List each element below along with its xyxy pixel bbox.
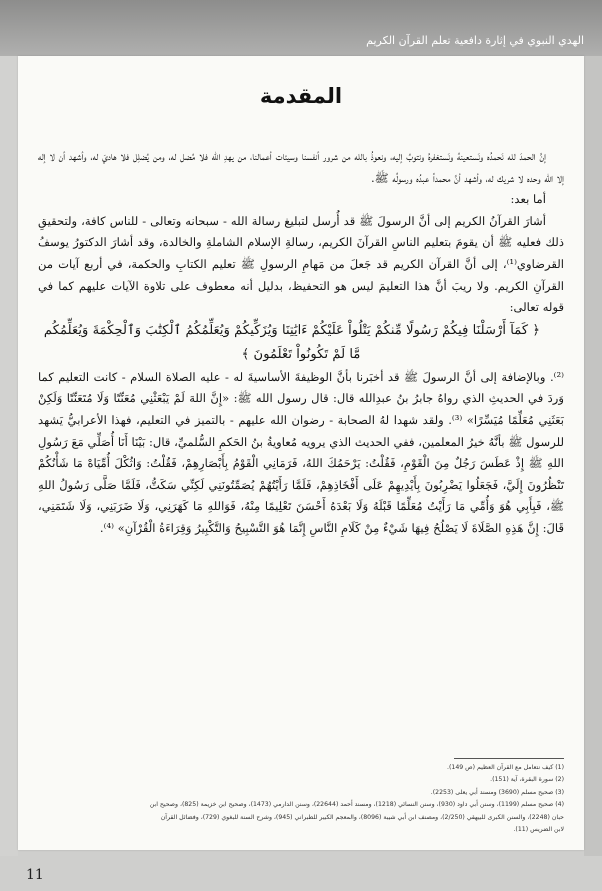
footnote-2: (2) سورة البقرة، آية (151). bbox=[490, 776, 564, 784]
footnote-1: (1) كيف نتعامل مع القرآن العظيم (ص 149). bbox=[447, 764, 564, 771]
quran-verse: ﴿ كَمَآ أَرْسَلْنَا فِيكُمْ رَسُولًا مِّنكُمْ يَتْلُواْ عَلَيْكُمْ ءَايَٰتِنَا وَيُزَكِّيكُمْ وَيُعَلِّمُكُمُ ٱلْكِتَٰبَ وَٱلْحِكْمَةَ وَيُعَلِّمُكُم مَّا لَمْ تَكُونُواْ تَعْلَمُونَ ﴾ bbox=[43, 322, 541, 362]
footnote-4: (4) صحيح مسلم (1199)، وسنن أبي داود (930)، وسنن النسائي (1218)، ومسند أحمد (22644)، وسنن الدارمي (1473)، وصحيح ابن خزيمة (825)، وصحيح ابن bbox=[149, 801, 564, 809]
paragraph-opening: إنَّ الحمدَ لله نَحمدُه ونَستعينهُ ونَستغفرهُ ونتوبُ إليه، ونعوذُ بالله من شرور أنفسنا وسيئات أعمالنا، من يهدِ الله فلا مُضل له، ومن يُضلِل فلا هاديَ له، وأشهد أن لا إله إلا الله وحده لا شريك له، وأشهد أنَّ محمداً عبدُه ورسولُه ﷺ. bbox=[38, 149, 564, 185]
footnote-4-cont: حبان (2248)، والسنن الكبرى للبيهقي (2/250)، ومصنف ابن أبي شيبة (8096)، والمعجم الكبير للطبراني (945)، وشرح السنة للبغوي (729)، وفضائل القرآن bbox=[160, 813, 564, 821]
page-number: 11 bbox=[26, 867, 44, 883]
page-title: المقدمة bbox=[259, 84, 343, 108]
paragraph-continuation: ⁽²⁾. وبالإضافة إلى أنَّ الرسولَ ﷺ قد أخبَرنا بأنَّ الوظيفةَ الأساسيةَ له - عليه الصلاة السلام - كانت التعليم كما وَردَ في الحديثِ الذي رواهُ جابرُ بنُ عبدِالله قال: قال رسول الله ﷺ: «إِنَّ اللهَ لَمْ يَبْعَثْنِي مُعَنِّتًا وَلَا مُتَعَنِّتًا وَلَكِنْ بَعَثَنِي مُعَلِّمًا مُيَسِّرًا» ⁽³⁾. ولقد شهدا لهُ الصحابة - رضوان الله عليهم - بالتميز في التعليم، فهذا الأعرابيُّ يَشهد للرسول ﷺ بأنَّهُ خيرُ المعلمين، ففي الحديث الذي يرويه مُعاويةُ بنُ الحَكمِ السُّلميِّ، قال: بَيْنَا أَنَا أُصَلِّي مَعَ رَسُولِ اللهِ ﷺ إِذْ عَطَسَ رَجُلٌ مِنَ الْقَوْمِ، فَقُلْتُ: يَرْحَمُكَ اللهُ، فَرَمَانِي الْقَوْمُ بِأَبْصَارِهِمْ، فَقُلْتُ: وَاثُكْلَ أُمِّيَاهْ مَا شَأْنُكُمْ تَنْظُرُونَ إِلَيَّ، فَجَعَلُوا يَضْرِبُونَ بِأَيْدِيهِمْ عَلَى أَفْخَاذِهِمْ، فَلَمَّا رَأَيْتُهُمْ يُصَمِّتُونَنِي لَكِنِّي سَكَتُّ، فَلَمَّا صَلَّى رَسُولُ اللهِ ﷺ، فَبِأَبِي هُوَ وَأُمِّي مَا رَأَيْتُ مُعَلِّمًا قَبْلَهُ وَلَا بَعْدَهُ أَحْسَنَ تَعْلِيمًا مِنْهُ، فَوَاللهِ مَا كَهَرَنِي، وَلَا ضَرَبَنِي، وَلَا شَتَمَنِي، قَالَ: إِنَّ هَذِهِ الصَّلَاةَ لَا يَصْلُحُ فِيهَا شَيْءٌ مِنْ كَلَامِ النَّاسِ إِنَّمَا هُوَ التَّسْبِيحُ وَالتَّكْبِيرُ وَقِرَاءَةُ الْقُرْآنِ» ⁽⁴⁾. bbox=[38, 369, 564, 535]
footnote-separator bbox=[454, 758, 564, 759]
header-band bbox=[0, 0, 602, 58]
footnotes bbox=[38, 762, 564, 836]
footnote-3: (3) صحيح مسلم (3690) ومسند أبي يعلى (2253). bbox=[430, 788, 564, 796]
page-sheet bbox=[18, 56, 584, 850]
right-edge bbox=[584, 56, 602, 856]
paragraph-main bbox=[38, 211, 564, 540]
left-edge bbox=[0, 56, 18, 856]
paragraph-main-text: أشارَ القرآنُ الكريم إلى أنَّ الرسولَ ﷺ قد أُرسل لتبليغ رسالة الله - سبحانه وتعالى - للناس كافة، ولتحقيقِ ذلك فعليه ﷺ أن يقومَ بتعليم الناسِ القرآنَ الكريم، رسالةِ الإسلام الشاملةِ والخالدة، وقد أشارَ الدكتورُ يوسفُ القرضاوي⁽¹⁾، إلى أنَّ القرآن الكريم قد جَعلَ من مَهامِ الرسولِ ﷺ تعليم الكتابِ والحكمة، في أربع آيات من القرآنِ الكريم. ولا ريبَ أنَّ هذا التعليمَ ليس هو التحفيظ، بدليل أنه معطوف على تلاوة الآيات عليهم كما في قوله تعالى: bbox=[38, 213, 564, 315]
footnote-4-end: لابن الضريس (11). bbox=[513, 826, 564, 834]
running-header: الهدي النبوي في إثارة دافعية تعلم القرآن الكريم bbox=[366, 34, 584, 47]
body-text bbox=[38, 146, 564, 540]
paragraph-amma-bad: أما بعد: bbox=[510, 192, 546, 207]
